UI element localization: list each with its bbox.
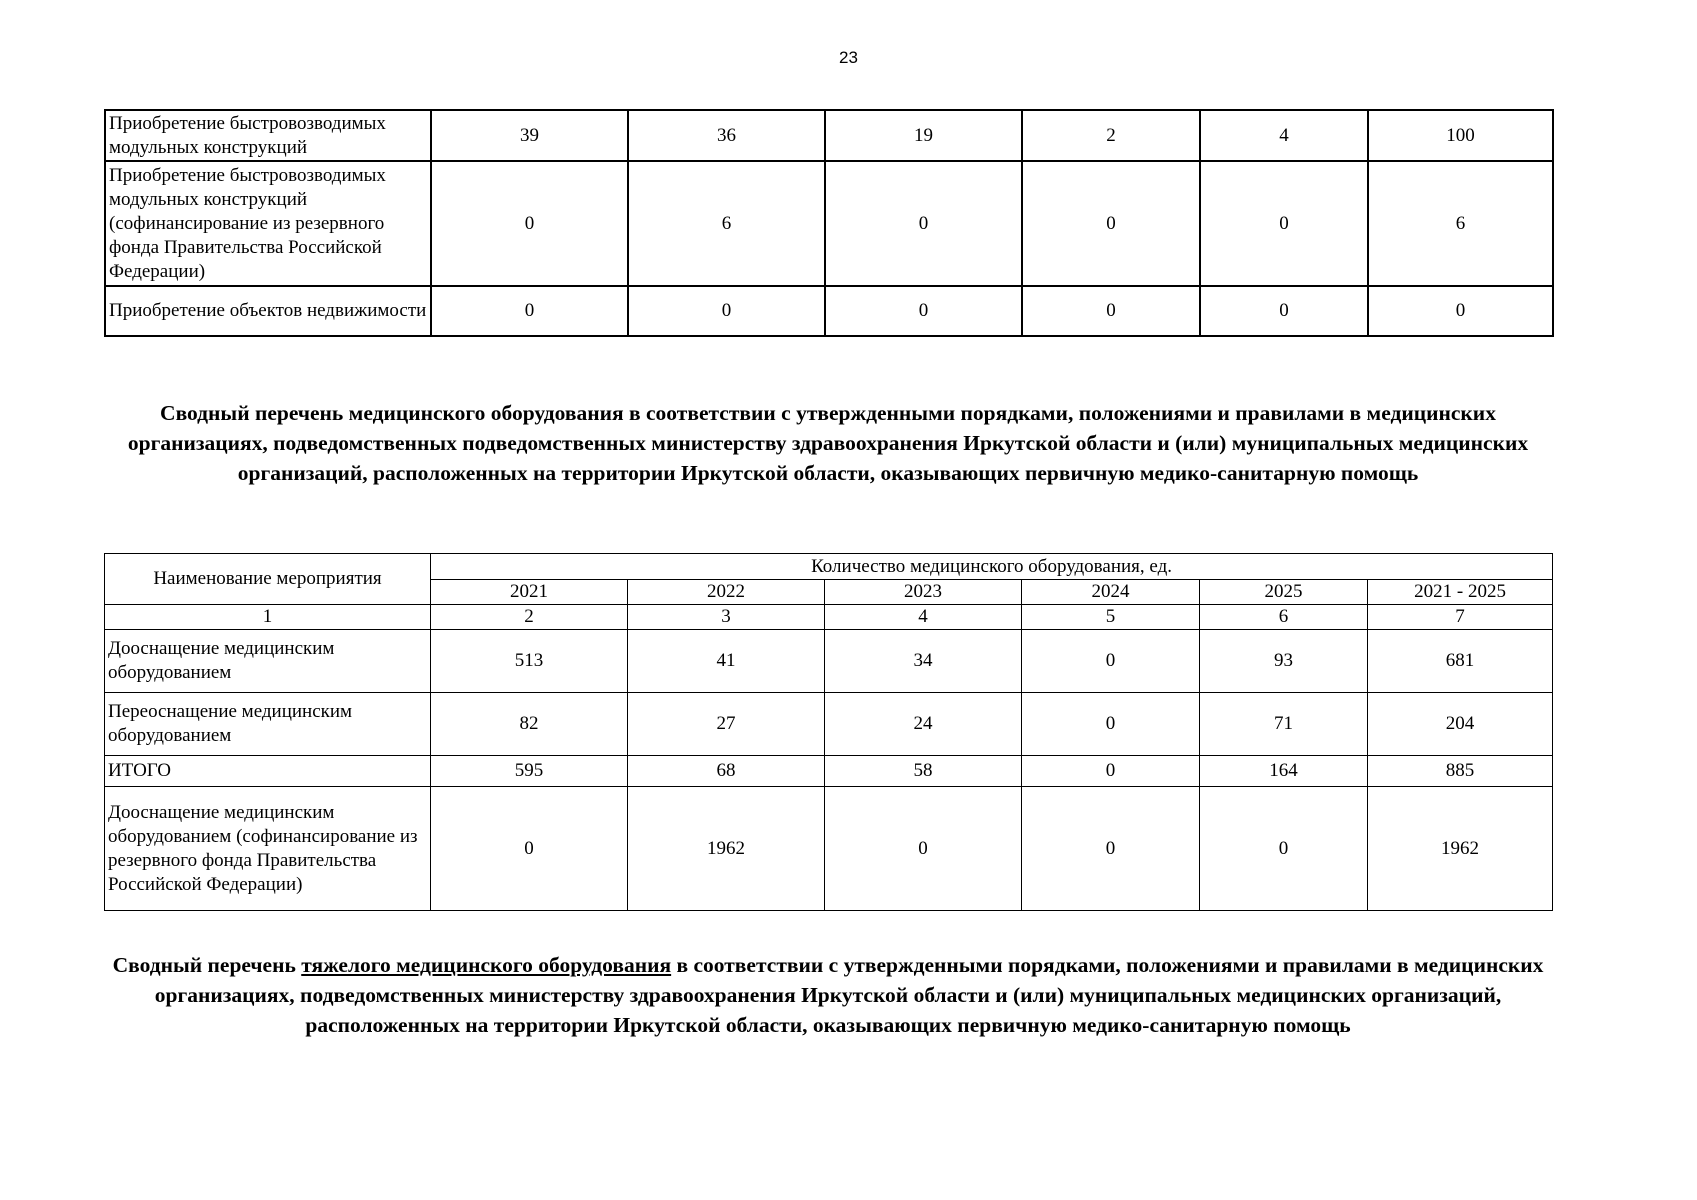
cell-2021: 0	[431, 787, 628, 911]
cell-2025: 0	[1200, 286, 1368, 336]
cell-2023: 34	[825, 630, 1022, 693]
cell-2022: 1962	[628, 787, 825, 911]
cell-total: 885	[1368, 756, 1553, 787]
year-header: 2024	[1022, 580, 1200, 605]
page-number: 23	[839, 48, 858, 67]
cell-2023: 0	[825, 161, 1022, 286]
section-heading-equipment: Сводный перечень медицинского оборудования в соответствии с утвержденными порядками, положениями и правилами в медицинских организациях, подведомственных подведомственных министерству здравоохранения Иркутской области и (или) муниципальных медицинских организаций, расположенных на территории Иркутской области, оказывающих первичную медико-санитарную помощь	[127, 401, 1529, 485]
column-number-row	[105, 605, 1553, 630]
cell-total: 681	[1368, 630, 1553, 693]
cell-2022: 41	[628, 630, 825, 693]
row-name: ИТОГО	[105, 756, 431, 787]
cell-2025: 71	[1200, 693, 1368, 756]
cell-2021: 39	[431, 110, 628, 161]
row-name: Приобретение быстровозводимых модульных конструкций (софинансирование из резервного фонда Правительства Российской Федерации)	[105, 161, 431, 286]
cell-2024: 0	[1022, 693, 1200, 756]
cell-2022: 27	[628, 693, 825, 756]
year-header: 2022	[628, 580, 825, 605]
cell-2023: 19	[825, 110, 1022, 161]
year-header: 2021 - 2025	[1368, 580, 1553, 605]
header-group: Количество медицинского оборудования, ед.	[431, 554, 1553, 580]
table-row	[105, 161, 1553, 286]
column-number: 5	[1022, 605, 1200, 630]
section-heading-heavy-equipment	[104, 950, 1552, 1040]
table-row	[105, 787, 1553, 911]
cell-2023: 58	[825, 756, 1022, 787]
cell-2023: 24	[825, 693, 1022, 756]
cell-2024: 2	[1022, 110, 1200, 161]
row-name: Переоснащение медицинским оборудованием	[105, 693, 431, 756]
column-number: 1	[105, 605, 431, 630]
cell-2024: 0	[1022, 286, 1200, 336]
column-number: 2	[431, 605, 628, 630]
header-name: Наименование мероприятия	[105, 554, 431, 605]
cell-2025: 93	[1200, 630, 1368, 693]
header-row	[105, 554, 1553, 580]
cell-2025: 0	[1200, 161, 1368, 286]
cell-2023: 0	[825, 787, 1022, 911]
year-header: 2025	[1200, 580, 1368, 605]
table-row	[105, 630, 1553, 693]
cell-2024: 0	[1022, 756, 1200, 787]
column-number: 6	[1200, 605, 1368, 630]
cell-total: 0	[1368, 286, 1553, 336]
cell-total: 100	[1368, 110, 1553, 161]
cell-2024: 0	[1022, 787, 1200, 911]
year-header: 2023	[825, 580, 1022, 605]
cell-2022: 36	[628, 110, 825, 161]
cell-2021: 513	[431, 630, 628, 693]
cell-2024: 0	[1022, 161, 1200, 286]
table-row	[105, 286, 1553, 336]
cell-2021: 0	[431, 286, 628, 336]
medical-equipment-table	[104, 553, 1553, 911]
cell-2021: 82	[431, 693, 628, 756]
cell-2021: 595	[431, 756, 628, 787]
row-name: Приобретение быстровозводимых модульных конструкций	[105, 110, 431, 161]
cell-2022: 6	[628, 161, 825, 286]
cell-2025: 164	[1200, 756, 1368, 787]
column-number: 7	[1368, 605, 1553, 630]
table-row-total	[105, 756, 1553, 787]
column-number: 4	[825, 605, 1022, 630]
cell-2022: 68	[628, 756, 825, 787]
table-row	[105, 693, 1553, 756]
cell-total: 6	[1368, 161, 1553, 286]
cell-2024: 0	[1022, 630, 1200, 693]
cell-2023: 0	[825, 286, 1022, 336]
row-name: Дооснащение медицинским оборудованием (софинансирование из резервного фонда Правительства Российской Федерации)	[105, 787, 431, 911]
row-name: Дооснащение медицинским оборудованием	[105, 630, 431, 693]
row-name: Приобретение объектов недвижимости	[105, 286, 431, 336]
column-number: 3	[628, 605, 825, 630]
heading-suffix: в соответствии с утвержденными порядками, положениями и правилами в медицинских организациях, подведомственных министерству здравоохранения Иркутской области и (или) муниципальных медицинских организаций, расположенных на территории Иркутской области, оказывающих первичную медико-санитарную помощь	[154, 953, 1544, 1037]
cell-total: 1962	[1368, 787, 1553, 911]
modular-constructions-table	[104, 109, 1554, 337]
cell-2025: 4	[1200, 110, 1368, 161]
cell-2021: 0	[431, 161, 628, 286]
cell-total: 204	[1368, 693, 1553, 756]
heading-underlined: тяжелого медицинского оборудования	[301, 953, 672, 977]
cell-2025: 0	[1200, 787, 1368, 911]
year-header: 2021	[431, 580, 628, 605]
heading-prefix: Сводный перечень	[112, 953, 302, 977]
table-row	[105, 110, 1553, 161]
cell-2022: 0	[628, 286, 825, 336]
